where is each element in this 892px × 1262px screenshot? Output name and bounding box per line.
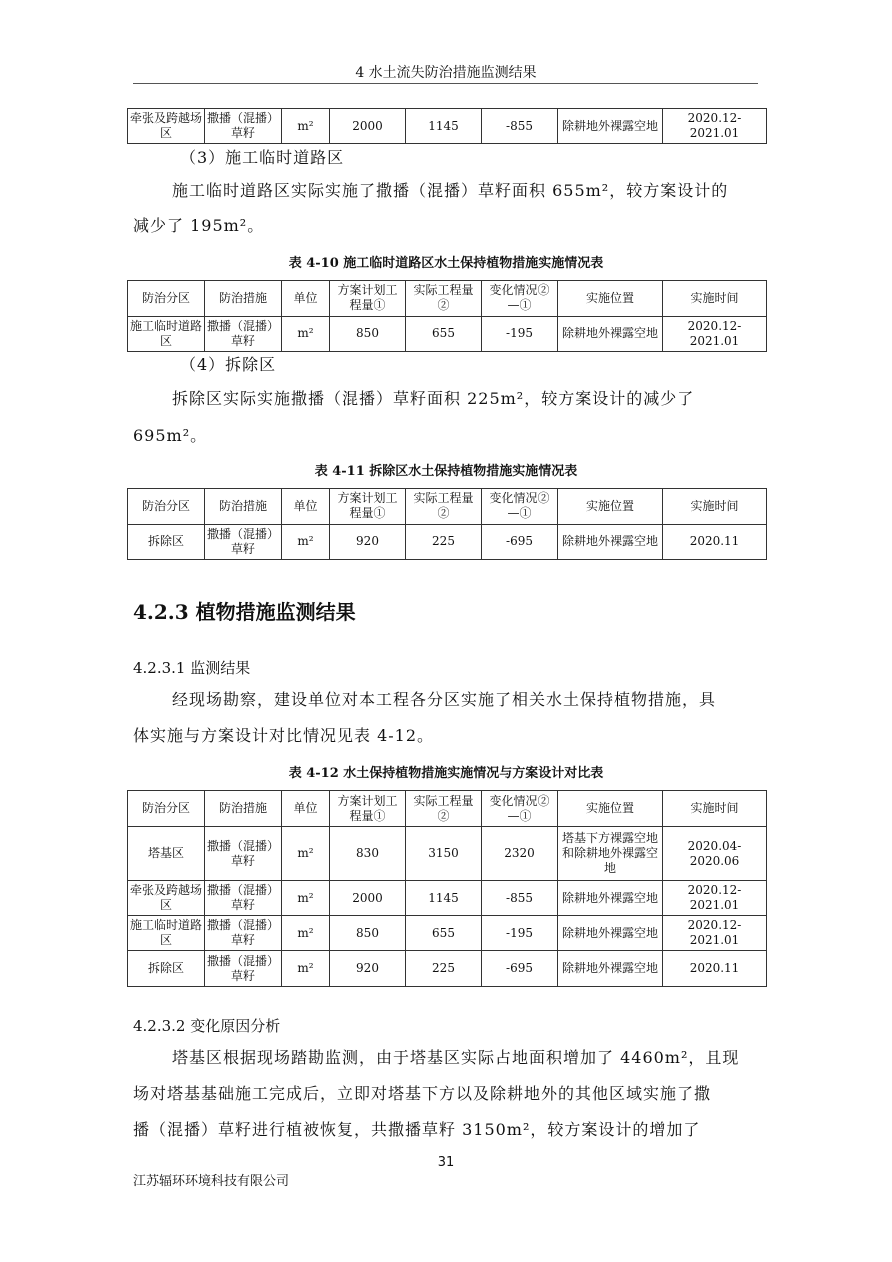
cell-actual: 225 (406, 951, 482, 987)
column-header: 实施位置 (558, 489, 663, 525)
column-header: 实际工程量② (406, 791, 482, 827)
cell-zone: 拆除区 (128, 951, 205, 987)
cell-zone: 塔基区 (128, 827, 205, 881)
table-4-11-caption: 表 4-11 拆除区水土保持植物措施实施情况表 (314, 464, 578, 479)
cell-unit: m² (282, 881, 330, 916)
cell-measure: 撒播（混播）草籽 (205, 951, 282, 987)
footer-company: 江苏辐环环境科技有限公司 (133, 1174, 290, 1189)
column-header: 实施位置 (558, 281, 663, 317)
cell-time: 2020.11 (663, 951, 767, 987)
section-4-2-3-2-para-line-2: 场对塔基基础施工完成后，立即对塔基下方以及除耕地外的其他区域实施了撒 (133, 1084, 712, 1103)
cell-actual: 1145 (406, 109, 482, 144)
cell-time: 2020.12-2021.01 (663, 916, 767, 951)
section-4-para-line-2: 695m²。 (133, 426, 208, 445)
cell-location: 除耕地外裸露空地 (558, 916, 663, 951)
column-header: 变化情况②—① (482, 281, 558, 317)
section-4-2-3-2-heading: 4.2.3.2 变化原因分析 (133, 1017, 281, 1035)
cell-change: -695 (482, 524, 558, 560)
cell-measure: 撒播（混播）草籽 (205, 916, 282, 951)
cell-time: 2020.12-2021.01 (663, 109, 767, 144)
cell-plan: 850 (330, 916, 406, 951)
table-row (128, 951, 767, 987)
table-row (128, 881, 767, 916)
cell-change: -855 (482, 881, 558, 916)
column-header: 防治分区 (128, 281, 205, 317)
section-4-heading: （4）拆除区 (180, 355, 277, 374)
cell-location: 除耕地外裸露空地 (558, 109, 663, 144)
column-header: 防治措施 (205, 281, 282, 317)
cell-plan: 920 (330, 524, 406, 560)
column-header: 防治措施 (205, 489, 282, 525)
cell-change: -855 (482, 109, 558, 144)
table-row (128, 109, 767, 144)
section-4-2-3-2-para-line-3: 播（混播）草籽进行植被恢复，共撒播草籽 3150m²，较方案设计的增加了 (133, 1120, 701, 1139)
top-table (127, 108, 767, 144)
cell-location: 除耕地外裸露空地 (558, 951, 663, 987)
cell-plan: 830 (330, 827, 406, 881)
cell-zone: 施工临时道路区 (128, 316, 205, 352)
cell-plan: 850 (330, 316, 406, 352)
cell-unit: m² (282, 316, 330, 352)
section-4-2-3-heading: 4.2.3 植物措施监测结果 (133, 600, 356, 624)
column-header: 方案计划工程量① (330, 489, 406, 525)
section-3-para-line-2: 减少了 195m²。 (133, 216, 265, 235)
section-3-para-line-1: 施工临时道路区实际实施了撒播（混播）草籽面积 655m²，较方案设计的 (172, 181, 729, 200)
cell-zone: 拆除区 (128, 524, 205, 560)
cell-location: 除耕地外裸露空地 (558, 524, 663, 560)
cell-measure: 撒播（混播）草籽 (205, 524, 282, 560)
cell-actual: 225 (406, 524, 482, 560)
cell-location: 除耕地外裸露空地 (558, 316, 663, 352)
header-rule (133, 83, 758, 84)
column-header: 防治分区 (128, 791, 205, 827)
cell-plan: 920 (330, 951, 406, 987)
column-header: 单位 (282, 791, 330, 827)
section-4-2-3-1-para-line-2: 体实施与方案设计对比情况见表 4-12。 (133, 726, 435, 745)
section-3-heading: （3）施工临时道路区 (180, 148, 345, 167)
cell-time: 2020.04-2020.06 (663, 827, 767, 881)
cell-location: 塔基下方裸露空地和除耕地外裸露空地 (558, 827, 663, 881)
cell-change: -195 (482, 316, 558, 352)
table-4-12 (127, 790, 767, 987)
column-header: 防治分区 (128, 489, 205, 525)
table-header-row (128, 281, 767, 317)
column-header: 实施位置 (558, 791, 663, 827)
cell-unit: m² (282, 109, 330, 144)
cell-unit: m² (282, 951, 330, 987)
column-header: 方案计划工程量① (330, 281, 406, 317)
table-4-11 (127, 488, 767, 560)
column-header: 变化情况②—① (482, 791, 558, 827)
column-header: 实际工程量② (406, 281, 482, 317)
column-header: 变化情况②—① (482, 489, 558, 525)
page-number: 31 (437, 1155, 455, 1170)
table-header-row (128, 489, 767, 525)
cell-zone: 牵张及跨越场区 (128, 109, 205, 144)
column-header: 单位 (282, 281, 330, 317)
cell-unit: m² (282, 524, 330, 560)
cell-measure: 撒播（混播）草籽 (205, 881, 282, 916)
cell-unit: m² (282, 916, 330, 951)
cell-change: 2320 (482, 827, 558, 881)
page-header-title: 4 水土流失防治措施监测结果 (355, 65, 537, 81)
section-4-para-line-1: 拆除区实际实施撒播（混播）草籽面积 225m²，较方案设计的减少了 (172, 389, 695, 408)
section-4-2-3-2-para-line-1: 塔基区根据现场踏勘监测，由于塔基区实际占地面积增加了 4460m²，且现 (172, 1048, 740, 1067)
column-header: 防治措施 (205, 791, 282, 827)
cell-time: 2020.12-2021.01 (663, 316, 767, 352)
column-header: 方案计划工程量① (330, 791, 406, 827)
cell-zone: 施工临时道路区 (128, 916, 205, 951)
cell-time: 2020.12-2021.01 (663, 881, 767, 916)
cell-measure: 撒播（混播）草籽 (205, 109, 282, 144)
table-row (128, 916, 767, 951)
column-header: 实际工程量② (406, 489, 482, 525)
table-row (128, 524, 767, 560)
cell-plan: 2000 (330, 109, 406, 144)
table-row (128, 316, 767, 352)
table-header-row (128, 791, 767, 827)
cell-unit: m² (282, 827, 330, 881)
table-4-12-caption: 表 4-12 水土保持植物措施实施情况与方案设计对比表 (288, 766, 604, 781)
cell-actual: 1145 (406, 881, 482, 916)
table-4-10 (127, 280, 767, 352)
cell-plan: 2000 (330, 881, 406, 916)
table-4-10-caption: 表 4-10 施工临时道路区水土保持植物措施实施情况表 (288, 256, 604, 271)
cell-actual: 655 (406, 316, 482, 352)
cell-actual: 655 (406, 916, 482, 951)
cell-change: -695 (482, 951, 558, 987)
section-4-2-3-1-heading: 4.2.3.1 监测结果 (133, 659, 251, 677)
column-header: 实施时间 (663, 489, 767, 525)
cell-change: -195 (482, 916, 558, 951)
column-header: 单位 (282, 489, 330, 525)
column-header: 实施时间 (663, 791, 767, 827)
section-4-2-3-1-para-line-1: 经现场勘察，建设单位对本工程各分区实施了相关水土保持植物措施，具 (172, 690, 717, 709)
cell-location: 除耕地外裸露空地 (558, 881, 663, 916)
column-header: 实施时间 (663, 281, 767, 317)
cell-time: 2020.11 (663, 524, 767, 560)
table-row (128, 827, 767, 881)
cell-measure: 撒播（混播）草籽 (205, 827, 282, 881)
cell-zone: 牵张及跨越场区 (128, 881, 205, 916)
cell-measure: 撒播（混播）草籽 (205, 316, 282, 352)
cell-actual: 3150 (406, 827, 482, 881)
